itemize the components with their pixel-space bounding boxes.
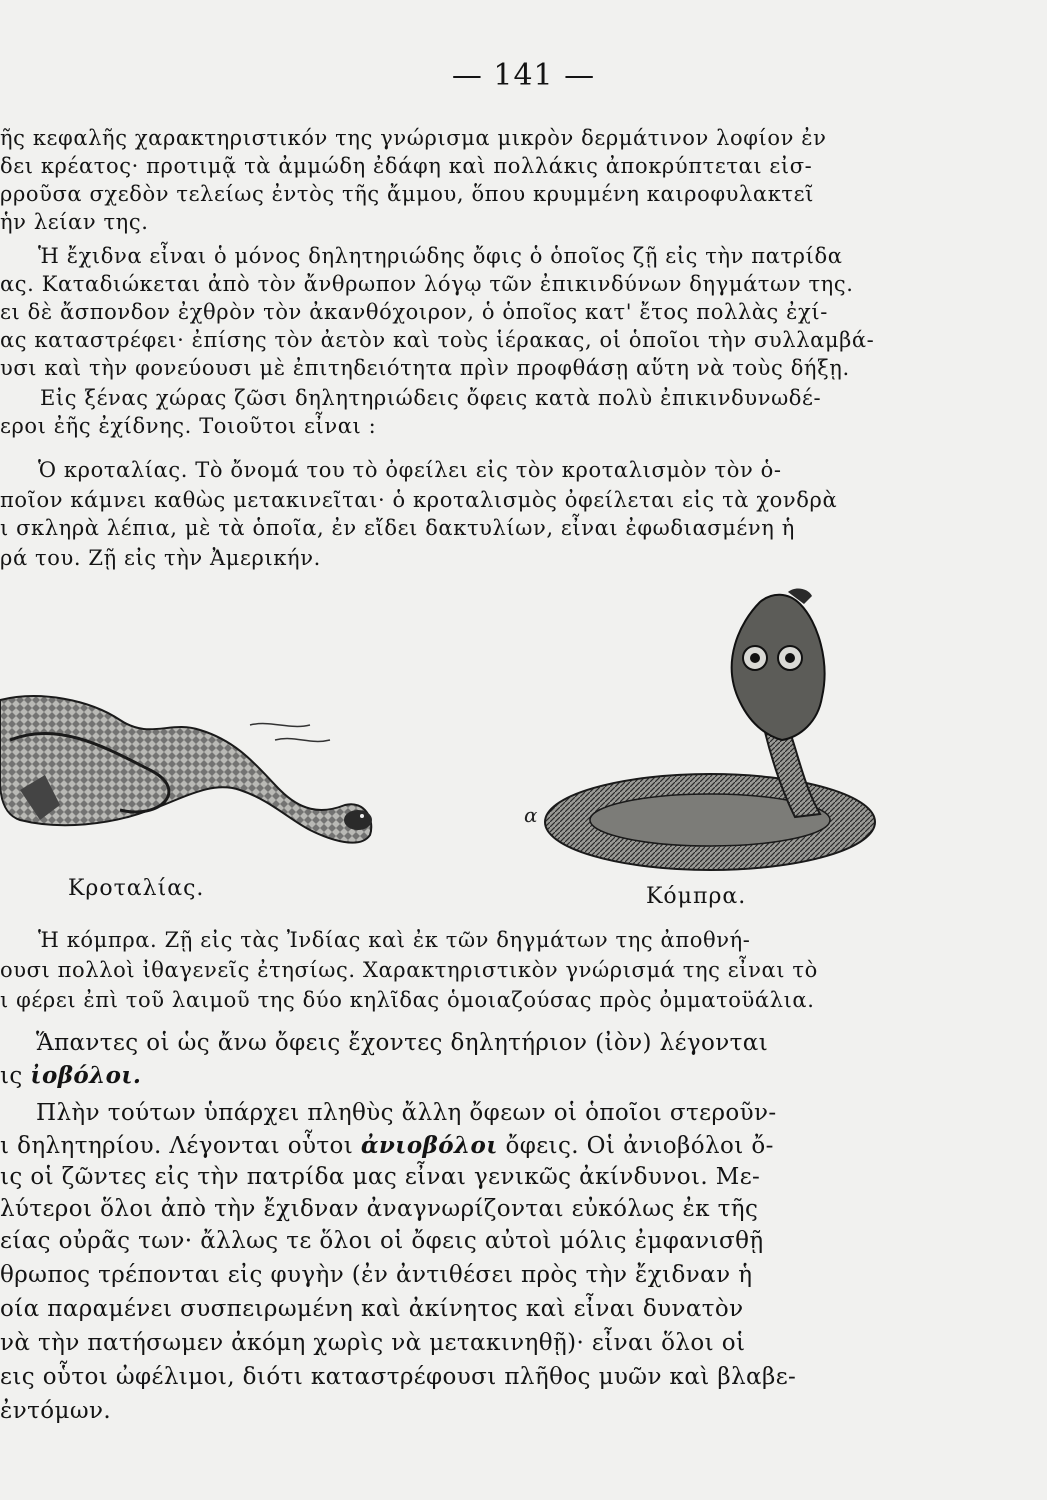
- text-line: εις οὗτοι ὠφέλιμοι, διότι καταστρέφουσι πλῆθος μυῶν καὶ βλαβε-: [0, 1364, 797, 1390]
- line-text: ι δηλητηρίου. Λέγονται οὗτοι: [0, 1133, 361, 1159]
- text-line: οία παραμένει συσπειρωμένη καὶ ἀκίνητος καὶ εἶναι δυνατὸν: [0, 1296, 744, 1322]
- line-text: ις: [0, 1063, 31, 1089]
- text-line: Ἡ κόμπρα. Ζῇ εἰς τὰς Ἰνδίας καὶ ἐκ τῶν δηγμάτων της ἀποθνή-: [38, 928, 751, 952]
- line-text: ὄφεις. Οἱ ἀνιοβόλοι ὄ-: [497, 1133, 774, 1159]
- cobra-illustration: [520, 582, 880, 880]
- page-number: — 141 —: [451, 58, 596, 93]
- text-line: υσι καὶ τὴν φονεύουσι μὲ ἐπιτηδειότητα πρὶν προφθάσῃ αὕτη νὰ τοὺς δήξῃ.: [0, 356, 850, 380]
- text-line: ουσι πολλοὶ ἰθαγενεῖς ἐτησίως. Χαρακτηριστικὸν γνώρισμά της εἶναι τὸ: [0, 958, 818, 982]
- text-line: λύτεροι ὅλοι ἀπὸ τὴν ἔχιδναν ἀναγνωρίζονται εὐκόλως ἐκ τῆς: [0, 1196, 759, 1222]
- text-line: ρά του. Ζῇ εἰς τὴν Ἀμερικήν.: [0, 546, 321, 570]
- rattlesnake-caption: Κροταλίας.: [68, 876, 205, 901]
- text-line: είας οὐρᾶς των· ἄλλως τε ὅλοι οἱ ὄφεις αὐτοὶ μόλις ἐμφανισθῇ: [0, 1228, 764, 1254]
- text-line: Ἅπαντες οἱ ὡς ἄνω ὄφεις ἔχοντες δηλητήριον (ἰὸν) λέγονται: [36, 1030, 769, 1056]
- text-line: δει κρέατος· προτιμᾷ τὰ ἀμμώδη ἐδάφη καὶ πολλάκις ἀποκρύπτεται εἰσ-: [0, 154, 813, 178]
- text-line: εροι ἐῆς ἐχίδνης. Τοιοῦτοι εἶναι :: [0, 414, 377, 438]
- text-line: Εἰς ξένας χώρας ζῶσι δηλητηριώδεις ὄφεις κατὰ πολὺ ἐπικινδυνωδέ-: [40, 386, 822, 410]
- term-nonvenomous: ἀνιοβόλοι: [360, 1132, 498, 1159]
- text-line: Πλὴν τούτων ὑπάρχει πληθὺς ἄλλη ὄφεων οἱ ὁποῖοι στεροῦν-: [36, 1100, 777, 1126]
- text-line: ἡν λείαν της.: [0, 210, 149, 234]
- text-line: ει δὲ ἄσπονδον ἐχθρὸν τὸν ἀκανθόχοιρον, ὁ ὁποῖος κατ' ἔτος πολλὰς ἐχί-: [0, 300, 828, 324]
- text-line: ις οἱ ζῶντες εἰς τὴν πατρίδα μας εἶναι γενικῶς ἀκίνδυνοι. Με-: [0, 1164, 761, 1190]
- text-line: [0, 1132, 774, 1159]
- text-line: ι φέρει ἐπὶ τοῦ λαιμοῦ της δύο κηλῖδας ὁμοιαζούσας πρὸς ὀμματοϋάλια.: [0, 988, 815, 1012]
- text-line: ῆς κεφαλῆς χαρακτηριστικόν της γνώρισμα μικρὸν δερμάτινον λοφίον ἐν: [0, 126, 827, 150]
- figure-letter: α: [524, 803, 538, 827]
- text-line: ρροῦσα σχεδὸν τελείως ἐντὸς τῆς ἄμμου, ὅπου κρυμμένη καιροφυλακτεῖ: [0, 182, 814, 206]
- text-line: θρωπος τρέπονται εἰς φυγὴν (ἐν ἀντιθέσει πρὸς τὴν ἔχιδναν ἡ: [0, 1262, 753, 1288]
- text-line: νὰ τὴν πατήσωμεν ἀκόμη χωρὶς νὰ μετακινηθῇ)· εἶναι ὅλοι οἱ: [0, 1330, 746, 1356]
- text-line: Ἡ ἔχιδνα εἶναι ὁ μόνος δηλητηριώδης ὄφις ὁ ὁποῖος ζῇ εἰς τὴν πατρίδα: [38, 244, 843, 268]
- rattlesnake-illustration: [0, 680, 390, 870]
- text-line: ι σκληρὰ λέπια, μὲ τὰ ὁποῖα, ἐν εἴδει δακτυλίων, εἶναι ἐφωδιασμένη ἡ: [0, 516, 795, 540]
- text-line: ποῖον κάμνει καθὼς μετακινεῖται· ὁ κροταλισμὸς ὀφείλεται εἰς τὰ χονδρὰ: [0, 488, 838, 512]
- text-line: [0, 1062, 141, 1089]
- text-line: ας καταστρέφει· ἐπίσης τὸν ἀετὸν καὶ τοὺς ἱέρακας, οἱ ὁποῖοι τὴν συλλαμβά-: [0, 328, 875, 352]
- term-venomous: ἰοβόλοι.: [30, 1062, 142, 1089]
- text-line: ἐντόμων.: [0, 1398, 112, 1424]
- cobra-caption: Κόμπρα.: [646, 884, 747, 909]
- text-line: ας. Καταδιώκεται ἀπὸ τὸν ἄνθρωπον λόγῳ τῶν ἐπικινδύνων δηγμάτων της.: [0, 272, 854, 296]
- text-line: Ὁ κροταλίας. Τὸ ὄνομά του τὸ ὀφείλει εἰς τὸν κροταλισμὸν τὸν ὁ-: [38, 458, 782, 482]
